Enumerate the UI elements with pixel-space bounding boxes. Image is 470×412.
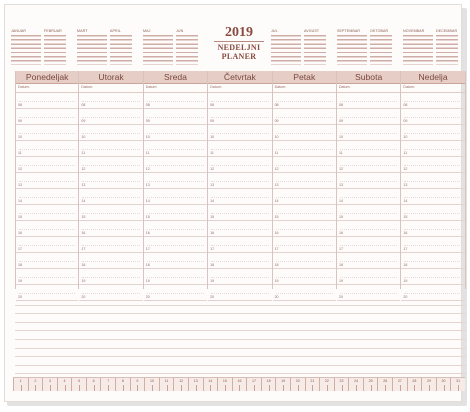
hour-label: 09 (210, 119, 215, 123)
notes-area (15, 297, 466, 374)
hour-label: 20 (403, 295, 408, 299)
hour-slot[interactable] (208, 125, 271, 141)
ruler-day-tick: 9 (130, 378, 145, 391)
ruler-day-tick: 18 (261, 378, 276, 391)
hour-label: 10 (338, 135, 343, 139)
hour-slot[interactable] (144, 221, 207, 237)
hour-label: 16 (274, 231, 279, 235)
hour-label: 14 (210, 199, 215, 203)
mini-calendar-month (11, 29, 41, 67)
hour-label: 17 (18, 247, 22, 251)
planner-year: 2019 (225, 25, 253, 40)
ruler-day-tick: 7 (100, 378, 115, 391)
ruler-day-tick: 8 (115, 378, 130, 391)
hour-slot[interactable] (273, 189, 336, 205)
hour-slot[interactable] (79, 189, 142, 205)
note-line[interactable] (15, 314, 466, 323)
datum-label: Datum: (403, 85, 415, 89)
day-header: Nedelja (401, 71, 464, 84)
note-line[interactable] (15, 357, 466, 366)
mini-calendar-month (176, 29, 206, 67)
hour-slot[interactable] (79, 141, 142, 157)
hour-slot[interactable] (273, 157, 336, 173)
hour-slot[interactable] (144, 189, 207, 205)
day-header: Subota (337, 71, 400, 84)
hour-slot[interactable] (16, 189, 78, 205)
hour-slot[interactable] (208, 205, 271, 221)
hour-slot[interactable] (16, 141, 78, 157)
hour-slot[interactable] (337, 109, 400, 125)
hour-slot[interactable] (273, 205, 336, 221)
month-day-grid (436, 35, 458, 65)
hour-slot[interactable] (144, 141, 207, 157)
hour-label: 11 (81, 151, 86, 155)
hour-slot[interactable] (208, 173, 271, 189)
hour-label: 17 (145, 247, 150, 251)
day-column (15, 71, 79, 299)
hour-slot[interactable] (79, 93, 142, 109)
hour-label: 18 (274, 263, 279, 267)
planner-title-line-2: PLANER (221, 52, 257, 61)
hour-label: 08 (274, 103, 279, 107)
hour-label: 19 (338, 279, 343, 283)
hour-label: 18 (210, 263, 215, 267)
hour-label: 20 (18, 295, 22, 299)
hour-label: 10 (274, 135, 279, 139)
hour-slot[interactable] (401, 157, 464, 173)
hour-label: 08 (210, 103, 215, 107)
hour-label: 18 (338, 263, 343, 267)
hour-label: 08 (81, 103, 86, 107)
hour-slot[interactable] (208, 269, 271, 285)
day-column (337, 71, 401, 299)
hour-slot[interactable] (144, 157, 207, 173)
hour-slot[interactable] (337, 221, 400, 237)
ruler-day-tick: 26 (377, 378, 392, 391)
hour-slot[interactable] (79, 173, 142, 189)
hour-label: 10 (210, 135, 215, 139)
hour-slot[interactable] (144, 205, 207, 221)
hour-slot[interactable] (208, 237, 271, 253)
hour-label: 09 (274, 119, 279, 123)
hour-slot[interactable] (208, 189, 271, 205)
hour-slot[interactable] (16, 253, 78, 269)
hour-slot[interactable] (208, 109, 271, 125)
hour-label: 11 (18, 151, 22, 155)
hour-slot[interactable] (273, 93, 336, 109)
date-ruler (13, 377, 465, 391)
month-name: DECEMBAR (436, 29, 458, 33)
hour-label: 11 (338, 151, 343, 155)
month-day-grid (77, 35, 107, 65)
hour-label: 12 (18, 167, 22, 171)
hour-slot[interactable] (401, 93, 464, 109)
hour-label: 13 (145, 183, 150, 187)
hour-slot[interactable] (16, 157, 78, 173)
datum-row[interactable] (273, 84, 336, 93)
hour-slot[interactable] (144, 93, 207, 109)
hour-slot[interactable] (144, 125, 207, 141)
note-line[interactable] (15, 297, 466, 306)
hour-label: 12 (338, 167, 343, 171)
month-day-grid (403, 35, 433, 65)
hour-label: 12 (81, 167, 86, 171)
hour-slot[interactable] (79, 221, 142, 237)
hour-label: 08 (145, 103, 150, 107)
hour-slot[interactable] (16, 269, 78, 285)
mini-calendars-left (11, 29, 206, 67)
hour-label: 09 (145, 119, 150, 123)
day-column (208, 71, 272, 299)
hour-slot[interactable] (208, 93, 271, 109)
hour-label: 13 (18, 183, 22, 187)
mini-calendar-month (403, 29, 433, 67)
ruler-day-tick: 11 (159, 378, 174, 391)
hour-label: 12 (274, 167, 279, 171)
planner-title-line-1: NEDELJNI (217, 43, 261, 52)
hour-slot[interactable] (273, 141, 336, 157)
hour-label: 12 (403, 167, 408, 171)
hour-slot[interactable] (16, 205, 78, 221)
ruler-day-tick: 17 (246, 378, 261, 391)
hour-label: 09 (338, 119, 343, 123)
hour-slot[interactable] (337, 269, 400, 285)
ruler-day-tick: 29 (421, 378, 436, 391)
datum-row[interactable] (208, 84, 271, 93)
hour-slot[interactable] (144, 173, 207, 189)
month-name: MART (77, 29, 88, 33)
hour-label: 16 (210, 231, 215, 235)
planner-sheet (4, 4, 462, 402)
month-name: SEPTEMBAR (337, 29, 361, 33)
hour-label: 08 (338, 103, 343, 107)
mini-calendar-month (271, 29, 301, 67)
month-name: FEBRUAR (44, 29, 62, 33)
hour-label: 16 (145, 231, 150, 235)
hour-label: 17 (338, 247, 343, 251)
ruler-day-tick: 16 (232, 378, 247, 391)
hour-slot[interactable] (401, 125, 464, 141)
month-name: JUL (271, 29, 278, 33)
ruler-day-tick: 5 (71, 378, 86, 391)
hour-label: 16 (18, 231, 22, 235)
day-header: Ponedeljak (16, 71, 78, 84)
hour-label: 13 (274, 183, 279, 187)
note-line[interactable] (15, 349, 466, 358)
hour-slot[interactable] (16, 125, 78, 141)
hour-slot[interactable] (273, 253, 336, 269)
month-day-grid (110, 35, 132, 65)
hour-slot[interactable] (401, 189, 464, 205)
hour-slot[interactable] (273, 221, 336, 237)
month-day-grid (143, 35, 173, 65)
hour-label: 13 (338, 183, 343, 187)
month-name: APRIL (110, 29, 121, 33)
month-day-grid (370, 35, 392, 65)
hour-label: 17 (403, 247, 408, 251)
hour-label: 13 (403, 183, 408, 187)
ruler-day-tick: 23 (334, 378, 349, 391)
hour-label: 12 (210, 167, 215, 171)
hour-label: 17 (81, 247, 86, 251)
note-line[interactable] (15, 366, 466, 375)
hour-label: 10 (81, 135, 86, 139)
month-name: OKTOBAR (370, 29, 389, 33)
hour-slot[interactable] (273, 173, 336, 189)
hour-label: 15 (210, 215, 215, 219)
mini-calendar-month (77, 29, 107, 67)
hour-label: 16 (81, 231, 86, 235)
hour-label: 13 (81, 183, 86, 187)
hour-label: 20 (338, 295, 343, 299)
hour-label: 16 (403, 231, 408, 235)
hour-label: 14 (403, 199, 408, 203)
datum-label: Datum: (274, 85, 287, 89)
hour-slot[interactable] (208, 157, 271, 173)
mini-calendar-month (436, 29, 466, 67)
mini-calendars-right (271, 29, 466, 67)
hour-slot[interactable] (79, 109, 142, 125)
hour-slot[interactable] (144, 109, 207, 125)
hour-slot[interactable] (208, 253, 271, 269)
hour-slot[interactable] (401, 269, 464, 285)
hour-label: 13 (210, 183, 215, 187)
hour-label: 15 (81, 215, 86, 219)
note-line[interactable] (15, 340, 466, 349)
hour-label: 20 (145, 295, 150, 299)
hour-slot[interactable] (144, 269, 207, 285)
hour-slot[interactable] (16, 109, 78, 125)
mini-calendar-month (337, 29, 367, 67)
week-grid (15, 71, 466, 299)
hour-label: 10 (403, 135, 408, 139)
hour-label: 08 (403, 103, 408, 107)
hour-label: 14 (338, 199, 343, 203)
hour-slot[interactable] (79, 205, 142, 221)
ruler-day-tick: 27 (392, 378, 407, 391)
hour-slot[interactable] (401, 141, 464, 157)
hour-slot[interactable] (79, 237, 142, 253)
hour-slot[interactable] (79, 269, 142, 285)
datum-row[interactable] (337, 84, 400, 93)
day-column (273, 71, 337, 299)
hour-slot[interactable] (144, 237, 207, 253)
ruler-day-tick: 3 (42, 378, 57, 391)
hour-label: 09 (403, 119, 408, 123)
day-header: Četvrtak (208, 71, 271, 84)
hour-label: 09 (18, 119, 22, 123)
month-day-grid (176, 35, 198, 65)
ruler-day-tick: 20 (290, 378, 305, 391)
hour-label: 11 (274, 151, 279, 155)
hour-slot[interactable] (273, 125, 336, 141)
datum-row[interactable] (16, 84, 78, 93)
month-name: JUN (176, 29, 184, 33)
month-day-grid (44, 35, 66, 65)
hour-label: 14 (145, 199, 150, 203)
hour-label: 08 (18, 103, 22, 107)
hour-label: 20 (210, 295, 215, 299)
note-line[interactable] (15, 331, 466, 340)
hour-label: 16 (338, 231, 343, 235)
hour-slot[interactable] (337, 189, 400, 205)
hour-label: 17 (210, 247, 215, 251)
planner-title (210, 25, 268, 61)
day-column (144, 71, 208, 299)
day-header: Sreda (144, 71, 207, 84)
hour-slot[interactable] (401, 173, 464, 189)
hour-label: 15 (338, 215, 343, 219)
hour-label: 18 (81, 263, 86, 267)
hour-label: 11 (145, 151, 150, 155)
day-header: Utorak (79, 71, 142, 84)
datum-row[interactable] (144, 84, 207, 93)
ruler-day-tick: 10 (144, 378, 159, 391)
hour-label: 17 (274, 247, 279, 251)
month-name: AVGUST (304, 29, 320, 33)
hour-slot[interactable] (208, 141, 271, 157)
ruler-day-tick: 31 (450, 378, 465, 391)
ruler-day-tick: 14 (203, 378, 218, 391)
hour-slot[interactable] (401, 253, 464, 269)
hour-slot[interactable] (401, 109, 464, 125)
ruler-day-tick: 6 (86, 378, 101, 391)
datum-label: Datum: (81, 85, 93, 89)
datum-row[interactable] (401, 84, 464, 93)
month-name: MAJ (143, 29, 151, 33)
ruler-day-tick: 25 (363, 378, 378, 391)
title-divider (214, 41, 264, 42)
hour-slot[interactable] (337, 157, 400, 173)
month-name: JANUAR (11, 29, 26, 33)
hour-slot[interactable] (337, 237, 400, 253)
mini-calendar-month (304, 29, 334, 67)
datum-row[interactable] (79, 84, 142, 93)
hour-slot[interactable] (401, 221, 464, 237)
hour-slot[interactable] (337, 205, 400, 221)
hour-label: 10 (145, 135, 150, 139)
hour-slot[interactable] (337, 253, 400, 269)
hour-slot[interactable] (208, 221, 271, 237)
hour-label: 19 (18, 279, 22, 283)
month-day-grid (271, 35, 301, 65)
hour-label: 15 (18, 215, 22, 219)
hour-slot[interactable] (79, 125, 142, 141)
ruler-day-tick: 2 (28, 378, 43, 391)
month-day-grid (11, 35, 41, 65)
hour-slot[interactable] (273, 269, 336, 285)
hour-label: 14 (18, 199, 22, 203)
hour-label: 18 (18, 263, 22, 267)
datum-label: Datum: (210, 85, 222, 89)
mini-calendar-month (370, 29, 400, 67)
mini-calendar-month (143, 29, 173, 67)
ruler-day-tick: 12 (173, 378, 188, 391)
hour-label: 11 (403, 151, 408, 155)
hour-label: 14 (274, 199, 279, 203)
hour-label: 11 (210, 151, 214, 155)
ruler-day-tick: 4 (57, 378, 72, 391)
hour-label: 18 (145, 263, 150, 267)
hour-slot[interactable] (16, 221, 78, 237)
hour-slot[interactable] (273, 109, 336, 125)
datum-label: Datum: (18, 85, 30, 89)
day-column (79, 71, 143, 299)
ruler-day-tick: 21 (305, 378, 320, 391)
hour-label: 09 (81, 119, 86, 123)
datum-label: Datum: (338, 85, 351, 89)
datum-label: Datum: (145, 85, 158, 89)
note-line[interactable] (15, 306, 466, 315)
hour-label: 14 (81, 199, 86, 203)
hour-slot[interactable] (16, 173, 78, 189)
hour-label: 12 (145, 167, 150, 171)
hour-label: 15 (145, 215, 150, 219)
hour-slot[interactable] (16, 237, 78, 253)
hour-slot[interactable] (337, 141, 400, 157)
hour-slot[interactable] (144, 253, 207, 269)
hour-label: 19 (81, 279, 86, 283)
month-day-grid (337, 35, 367, 65)
hour-slot[interactable] (337, 93, 400, 109)
ruler-day-tick: 30 (436, 378, 451, 391)
hour-slot[interactable] (79, 157, 142, 173)
month-name: NOVEMBAR (403, 29, 425, 33)
hour-label: 15 (274, 215, 279, 219)
hour-label: 19 (145, 279, 150, 283)
hour-slot[interactable] (401, 237, 464, 253)
ruler-day-tick: 28 (407, 378, 422, 391)
hour-label: 20 (81, 295, 86, 299)
month-day-grid (304, 35, 326, 65)
hour-label: 19 (210, 279, 215, 283)
ruler-day-tick: 19 (275, 378, 290, 391)
hour-label: 10 (18, 135, 22, 139)
ruler-day-tick: 15 (217, 378, 232, 391)
hour-label: 15 (403, 215, 408, 219)
hour-label: 19 (403, 279, 408, 283)
hour-slot[interactable] (79, 253, 142, 269)
ruler-day-tick: 24 (348, 378, 363, 391)
hour-slot[interactable] (401, 205, 464, 221)
ruler-day-tick: 22 (319, 378, 334, 391)
hour-slot[interactable] (16, 93, 78, 109)
hour-slot[interactable] (337, 125, 400, 141)
mini-calendar-month (44, 29, 74, 67)
hour-label: 20 (274, 295, 279, 299)
hour-slot[interactable] (337, 173, 400, 189)
hour-slot[interactable] (273, 237, 336, 253)
note-line[interactable] (15, 323, 466, 332)
hour-label: 18 (403, 263, 408, 267)
day-header: Petak (273, 71, 336, 84)
ruler-day-tick: 13 (188, 378, 203, 391)
day-column (401, 71, 465, 299)
mini-calendar-month (110, 29, 140, 67)
hour-label: 19 (274, 279, 279, 283)
ruler-day-tick: 1 (13, 378, 28, 391)
